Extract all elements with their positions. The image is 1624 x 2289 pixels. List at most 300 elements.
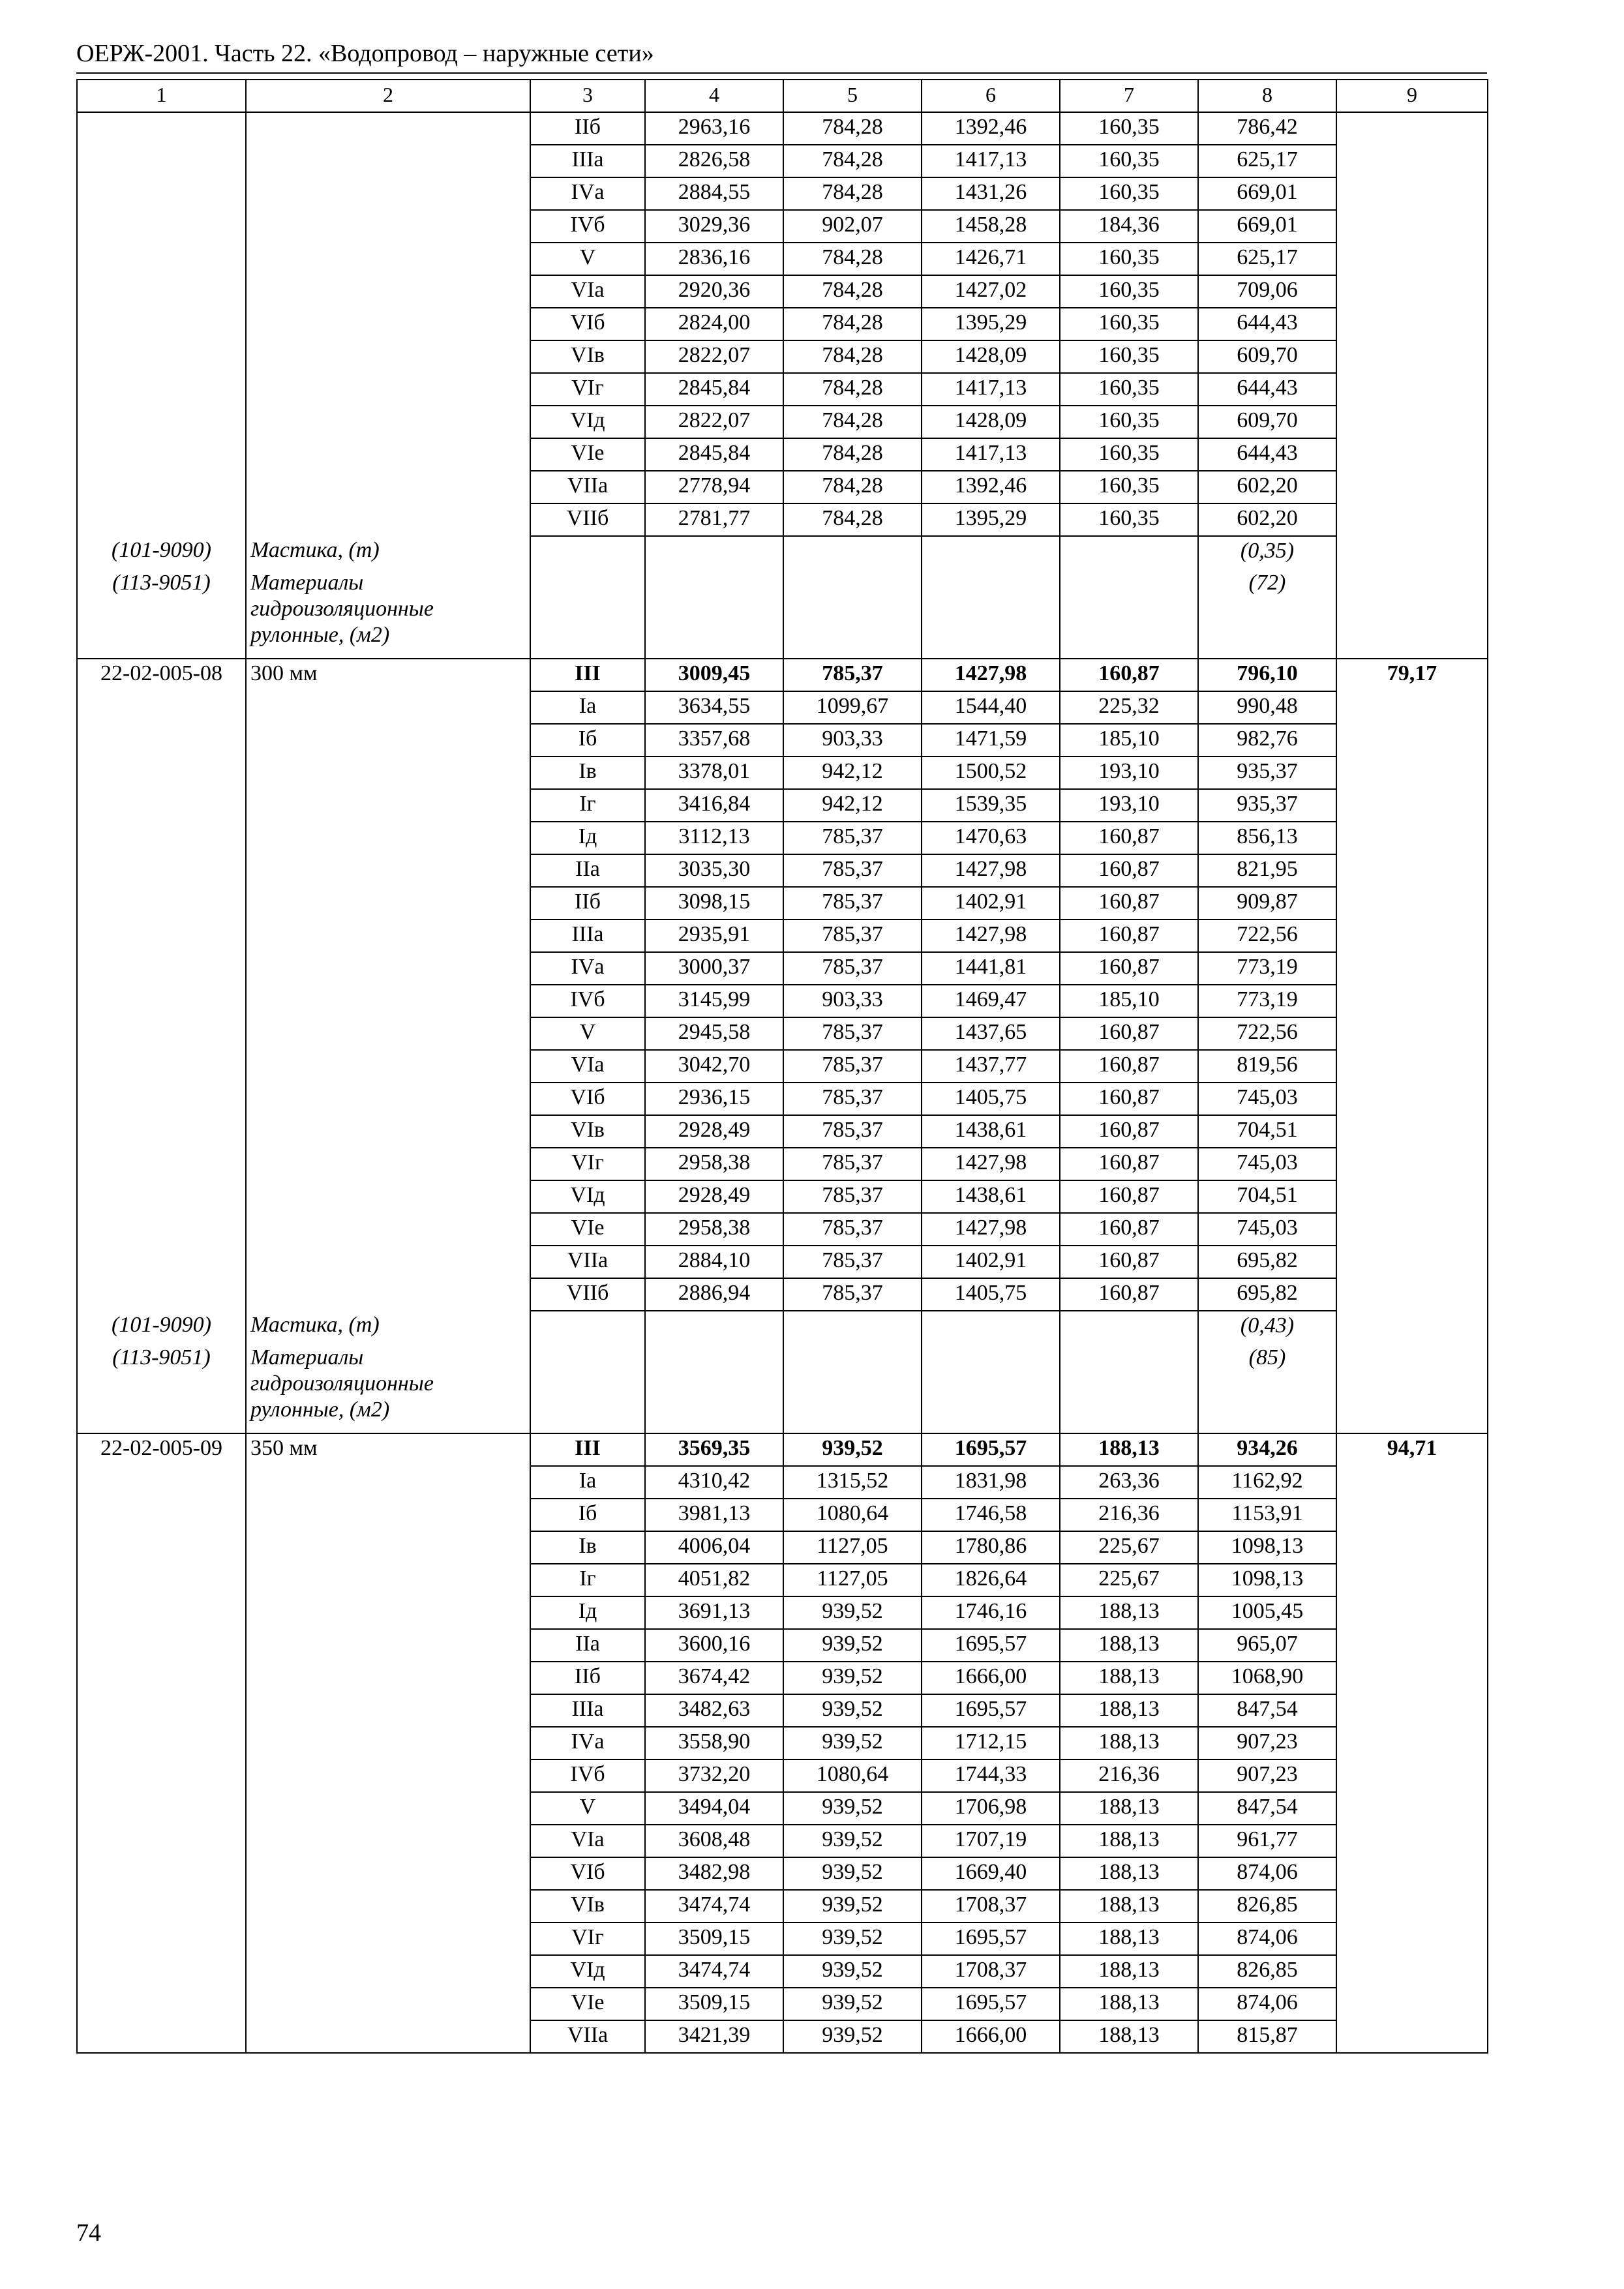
value-cell: 160,35 (1060, 177, 1198, 210)
code-cell (77, 1890, 246, 1922)
value-cell: 1744,33 (922, 1759, 1060, 1792)
table-row (77, 985, 1488, 1017)
table-row (77, 1115, 1488, 1148)
table-row (77, 1694, 1488, 1727)
value-cell: 1437,65 (922, 1017, 1060, 1050)
value-cell: 3482,98 (645, 1857, 783, 1890)
code-cell (77, 1596, 246, 1629)
labor-cell (1336, 373, 1488, 406)
value-cell: 902,07 (783, 210, 922, 243)
empty-cell (922, 569, 1060, 659)
value-cell: 160,35 (1060, 503, 1198, 536)
material-code: (101-9090) (77, 536, 246, 569)
value-cell: 1831,98 (922, 1466, 1060, 1499)
value-cell: 1098,13 (1198, 1531, 1336, 1564)
name-cell (246, 340, 530, 373)
value-cell: 2963,16 (645, 112, 783, 145)
value-cell: 263,36 (1060, 1466, 1198, 1499)
value-cell: 1706,98 (922, 1792, 1060, 1825)
value-cell: 1539,35 (922, 789, 1060, 822)
labor-cell (1336, 887, 1488, 920)
value-cell: 160,87 (1060, 1246, 1198, 1278)
name-cell (246, 789, 530, 822)
table-row (77, 1988, 1488, 2020)
code-cell (77, 1050, 246, 1083)
value-cell: 785,37 (783, 1115, 922, 1148)
value-cell: 903,33 (783, 724, 922, 756)
table-row (77, 1083, 1488, 1115)
page-number: 74 (76, 2219, 101, 2247)
table-row (77, 724, 1488, 756)
table-row (77, 243, 1488, 275)
empty-cell (1336, 1343, 1488, 1433)
code-cell (77, 952, 246, 985)
value-cell: 785,37 (783, 952, 922, 985)
value-cell: 160,87 (1060, 1213, 1198, 1246)
value-cell: 2781,77 (645, 503, 783, 536)
value-cell: 644,43 (1198, 308, 1336, 340)
table-row (77, 920, 1488, 952)
value-cell: 216,36 (1060, 1759, 1198, 1792)
labor-cell (1336, 952, 1488, 985)
region-cell: IIIа (530, 1694, 645, 1727)
code-cell (77, 1694, 246, 1727)
value-cell: 1746,16 (922, 1596, 1060, 1629)
value-cell: 2945,58 (645, 1017, 783, 1050)
name-cell (246, 275, 530, 308)
table-row (77, 1017, 1488, 1050)
code-cell (77, 1988, 246, 2020)
value-cell: 1427,98 (922, 1213, 1060, 1246)
code-cell (77, 822, 246, 854)
name-cell (246, 822, 530, 854)
value-cell: 785,37 (783, 1246, 922, 1278)
value-cell: 160,35 (1060, 308, 1198, 340)
value-cell: 188,13 (1060, 1629, 1198, 1662)
table-row (77, 275, 1488, 308)
value-cell: 3981,13 (645, 1499, 783, 1531)
value-cell: 704,51 (1198, 1115, 1336, 1148)
value-cell: 185,10 (1060, 724, 1198, 756)
table-row (77, 1596, 1488, 1629)
value-cell: 2958,38 (645, 1148, 783, 1180)
code-cell (77, 1792, 246, 1825)
code-cell (77, 308, 246, 340)
value-cell: 785,37 (783, 822, 922, 854)
value-cell: 784,28 (783, 145, 922, 177)
value-cell: 1080,64 (783, 1499, 922, 1531)
value-cell: 785,37 (783, 1050, 922, 1083)
name-cell (246, 438, 530, 471)
region-cell: VIIб (530, 503, 645, 536)
labor-cell (1336, 1278, 1488, 1311)
table-row (77, 406, 1488, 438)
region-cell: IVб (530, 1759, 645, 1792)
empty-cell (1336, 569, 1488, 659)
value-cell: 188,13 (1060, 1694, 1198, 1727)
name-cell (246, 756, 530, 789)
code-cell (77, 340, 246, 373)
value-cell: 784,28 (783, 340, 922, 373)
value-cell: 188,13 (1060, 1890, 1198, 1922)
value-cell: 3674,42 (645, 1662, 783, 1694)
code-cell (77, 177, 246, 210)
empty-cell (645, 536, 783, 569)
value-cell: 160,35 (1060, 243, 1198, 275)
region-cell: VIг (530, 1922, 645, 1955)
labor-cell (1336, 1759, 1488, 1792)
name-cell (246, 985, 530, 1017)
labor-cell (1336, 340, 1488, 373)
labor-cell (1336, 1115, 1488, 1148)
value-cell: 3691,13 (645, 1596, 783, 1629)
labor-cell (1336, 112, 1488, 145)
column-number: 6 (922, 80, 1060, 112)
region-cell: Iа (530, 691, 645, 724)
value-cell: 847,54 (1198, 1792, 1336, 1825)
code-cell (77, 1148, 246, 1180)
code-cell (77, 1017, 246, 1050)
value-cell: 1427,02 (922, 275, 1060, 308)
name-cell (246, 1825, 530, 1857)
value-cell: 2826,58 (645, 145, 783, 177)
material-name: Материалы гидроизоляционные рулонные, (м2) (246, 569, 530, 659)
empty-cell (1336, 1311, 1488, 1343)
value-cell: 3600,16 (645, 1629, 783, 1662)
code-cell (77, 920, 246, 952)
material-quantity: (72) (1198, 569, 1336, 659)
code-cell (77, 243, 246, 275)
code-cell (77, 1857, 246, 1890)
region-cell: VIг (530, 1148, 645, 1180)
code-cell (77, 1213, 246, 1246)
value-cell: 188,13 (1060, 1955, 1198, 1988)
header-rule (76, 72, 1487, 74)
region-cell: VIе (530, 1988, 645, 2020)
value-cell: 939,52 (783, 1792, 922, 1825)
value-cell: 784,28 (783, 177, 922, 210)
table-row (77, 1662, 1488, 1694)
value-cell: 4310,42 (645, 1466, 783, 1499)
labor-cell (1336, 1629, 1488, 1662)
value-cell: 1441,81 (922, 952, 1060, 985)
value-cell: 2884,55 (645, 177, 783, 210)
name-cell (246, 145, 530, 177)
labor-cell (1336, 1148, 1488, 1180)
region-cell: VIв (530, 1890, 645, 1922)
empty-cell (922, 1343, 1060, 1433)
value-cell: 160,35 (1060, 275, 1198, 308)
material-code: (101-9090) (77, 1311, 246, 1343)
name-cell (246, 471, 530, 503)
value-cell: 1669,40 (922, 1857, 1060, 1890)
value-cell: 1127,05 (783, 1531, 922, 1564)
region-cell: IIIа (530, 145, 645, 177)
value-cell: 1392,46 (922, 112, 1060, 145)
value-cell: 1695,57 (922, 1433, 1060, 1466)
value-cell: 3000,37 (645, 952, 783, 985)
table-row (77, 340, 1488, 373)
material-name: Материалы гидроизоляционные рулонные, (м2) (246, 1343, 530, 1433)
table-row (77, 1759, 1488, 1792)
column-number: 2 (246, 80, 530, 112)
value-cell: 785,37 (783, 659, 922, 691)
value-cell: 784,28 (783, 243, 922, 275)
column-number: 8 (1198, 80, 1336, 112)
empty-cell (1336, 536, 1488, 569)
code-cell (77, 789, 246, 822)
value-cell: 160,87 (1060, 887, 1198, 920)
value-cell: 785,37 (783, 1278, 922, 1311)
code-cell (77, 210, 246, 243)
value-cell: 160,87 (1060, 659, 1198, 691)
table-row (77, 503, 1488, 536)
code-cell (77, 1083, 246, 1115)
labor-cell (1336, 724, 1488, 756)
value-cell: 160,35 (1060, 112, 1198, 145)
code-cell (77, 724, 246, 756)
table-row (77, 1278, 1488, 1311)
value-cell: 225,67 (1060, 1564, 1198, 1596)
value-cell: 160,87 (1060, 1050, 1198, 1083)
value-cell: 1471,59 (922, 724, 1060, 756)
value-cell: 1405,75 (922, 1083, 1060, 1115)
code-cell (77, 112, 246, 145)
value-cell: 1746,58 (922, 1499, 1060, 1531)
value-cell: 609,70 (1198, 406, 1336, 438)
code-cell (77, 887, 246, 920)
empty-cell (1060, 536, 1198, 569)
region-cell: VIIа (530, 2020, 645, 2053)
value-cell: 1315,52 (783, 1466, 922, 1499)
value-cell: 695,82 (1198, 1246, 1336, 1278)
code-cell (77, 1180, 246, 1213)
column-number: 1 (77, 80, 246, 112)
value-cell: 785,37 (783, 1083, 922, 1115)
region-cell: VIе (530, 438, 645, 471)
name-cell (246, 1466, 530, 1499)
value-cell: 188,13 (1060, 1825, 1198, 1857)
table-row (77, 1180, 1488, 1213)
region-cell: VIд (530, 406, 645, 438)
value-cell: 160,87 (1060, 1148, 1198, 1180)
region-cell: V (530, 1792, 645, 1825)
value-cell: 3482,63 (645, 1694, 783, 1727)
region-cell: Iг (530, 1564, 645, 1596)
code-cell (77, 1564, 246, 1596)
name-cell (246, 1662, 530, 1694)
code-cell (77, 1629, 246, 1662)
labor-cell (1336, 1050, 1488, 1083)
empty-cell (783, 1343, 922, 1433)
region-cell: IVб (530, 985, 645, 1017)
empty-cell (783, 1311, 922, 1343)
value-cell: 609,70 (1198, 340, 1336, 373)
labor-cell (1336, 145, 1488, 177)
labor-cell (1336, 1499, 1488, 1531)
value-cell: 745,03 (1198, 1213, 1336, 1246)
value-cell: 3474,74 (645, 1955, 783, 1988)
region-cell: III (530, 659, 645, 691)
table-row (77, 1792, 1488, 1825)
value-cell: 3378,01 (645, 756, 783, 789)
material-row (77, 1311, 1488, 1343)
value-cell: 2845,84 (645, 438, 783, 471)
name-cell (246, 1955, 530, 1988)
value-cell: 3421,39 (645, 2020, 783, 2053)
value-cell: 1427,98 (922, 659, 1060, 691)
value-cell: 160,87 (1060, 822, 1198, 854)
value-cell: 1068,90 (1198, 1662, 1336, 1694)
value-cell: 160,35 (1060, 340, 1198, 373)
value-cell: 1695,57 (922, 1922, 1060, 1955)
table-row (77, 145, 1488, 177)
labor-cell (1336, 503, 1488, 536)
labor-cell (1336, 1890, 1488, 1922)
value-cell: 874,06 (1198, 1857, 1336, 1890)
table-row (77, 822, 1488, 854)
name-cell (246, 1792, 530, 1825)
value-cell: 939,52 (783, 1727, 922, 1759)
labor-cell (1336, 1180, 1488, 1213)
code-cell (77, 854, 246, 887)
table-row (77, 952, 1488, 985)
name-cell (246, 1083, 530, 1115)
value-cell: 3042,70 (645, 1050, 783, 1083)
table-row (77, 1531, 1488, 1564)
value-cell: 785,37 (783, 854, 922, 887)
value-cell: 185,10 (1060, 985, 1198, 1017)
value-cell: 160,35 (1060, 373, 1198, 406)
value-cell: 669,01 (1198, 210, 1336, 243)
value-cell: 709,06 (1198, 275, 1336, 308)
labor-cell (1336, 822, 1488, 854)
empty-cell (530, 569, 645, 659)
table-row (77, 2020, 1488, 2053)
value-cell: 935,37 (1198, 789, 1336, 822)
value-cell: 784,28 (783, 471, 922, 503)
value-cell: 160,35 (1060, 406, 1198, 438)
value-cell: 188,13 (1060, 1727, 1198, 1759)
labor-cell (1336, 1596, 1488, 1629)
value-cell: 2778,94 (645, 471, 783, 503)
material-code: (113-9051) (77, 1343, 246, 1433)
name-cell (246, 724, 530, 756)
value-cell: 2936,15 (645, 1083, 783, 1115)
table-row (77, 373, 1488, 406)
table-row (77, 1890, 1488, 1922)
region-cell: Iа (530, 1466, 645, 1499)
value-cell: 1162,92 (1198, 1466, 1336, 1499)
value-cell: 784,28 (783, 308, 922, 340)
labor-cell (1336, 1857, 1488, 1890)
empty-cell (1060, 1311, 1198, 1343)
region-cell: Iб (530, 1499, 645, 1531)
value-cell: 1707,19 (922, 1825, 1060, 1857)
region-cell: IVа (530, 952, 645, 985)
name-cell (246, 1988, 530, 2020)
labor-cell (1336, 1825, 1488, 1857)
empty-cell (530, 1343, 645, 1433)
value-cell: 160,35 (1060, 145, 1198, 177)
code-cell: 22-02-005-08 (77, 659, 246, 691)
value-cell: 3098,15 (645, 887, 783, 920)
value-cell: 1695,57 (922, 1629, 1060, 1662)
code-cell (77, 1246, 246, 1278)
code-cell (77, 1922, 246, 1955)
labor-cell (1336, 1466, 1488, 1499)
labor-cell (1336, 406, 1488, 438)
value-cell: 961,77 (1198, 1825, 1336, 1857)
labor-cell (1336, 1017, 1488, 1050)
code-cell (77, 373, 246, 406)
labor-cell (1336, 471, 1488, 503)
code-cell (77, 1727, 246, 1759)
name-cell (246, 1596, 530, 1629)
value-cell: 934,26 (1198, 1433, 1336, 1466)
value-cell: 188,13 (1060, 2020, 1198, 2053)
labor-cell: 94,71 (1336, 1433, 1488, 1466)
value-cell: 1417,13 (922, 373, 1060, 406)
code-cell (77, 1759, 246, 1792)
value-cell: 2928,49 (645, 1115, 783, 1148)
code-cell (77, 438, 246, 471)
value-cell: 160,87 (1060, 1017, 1198, 1050)
value-cell: 216,36 (1060, 1499, 1198, 1531)
region-cell: III (530, 1433, 645, 1466)
value-cell: 785,37 (783, 1148, 922, 1180)
table-row (77, 1825, 1488, 1857)
empty-cell (530, 1311, 645, 1343)
name-cell (246, 308, 530, 340)
labor-cell (1336, 438, 1488, 471)
code-cell (77, 471, 246, 503)
value-cell: 785,37 (783, 920, 922, 952)
material-quantity: (85) (1198, 1343, 1336, 1433)
value-cell: 942,12 (783, 789, 922, 822)
table-row (77, 112, 1488, 145)
name-cell (246, 177, 530, 210)
value-cell: 188,13 (1060, 1596, 1198, 1629)
region-cell: Iв (530, 756, 645, 789)
value-cell: 3608,48 (645, 1825, 783, 1857)
region-cell: VIд (530, 1955, 645, 1988)
name-cell (246, 373, 530, 406)
material-quantity: (0,35) (1198, 536, 1336, 569)
value-cell: 939,52 (783, 1988, 922, 2020)
labor-cell (1336, 1988, 1488, 2020)
value-cell: 3112,13 (645, 822, 783, 854)
value-cell: 785,37 (783, 887, 922, 920)
labor-cell (1336, 985, 1488, 1017)
region-cell: IIа (530, 854, 645, 887)
name-cell (246, 1629, 530, 1662)
value-cell: 2958,38 (645, 1213, 783, 1246)
value-cell: 785,37 (783, 1213, 922, 1246)
region-cell: VIIа (530, 1246, 645, 1278)
region-cell: Iв (530, 1531, 645, 1564)
code-cell (77, 275, 246, 308)
value-cell: 1098,13 (1198, 1564, 1336, 1596)
value-cell: 160,87 (1060, 1278, 1198, 1311)
value-cell: 625,17 (1198, 145, 1336, 177)
table-row (77, 854, 1488, 887)
value-cell: 1392,46 (922, 471, 1060, 503)
name-cell (246, 1180, 530, 1213)
labor-cell (1336, 920, 1488, 952)
value-cell: 745,03 (1198, 1148, 1336, 1180)
name-cell (246, 691, 530, 724)
